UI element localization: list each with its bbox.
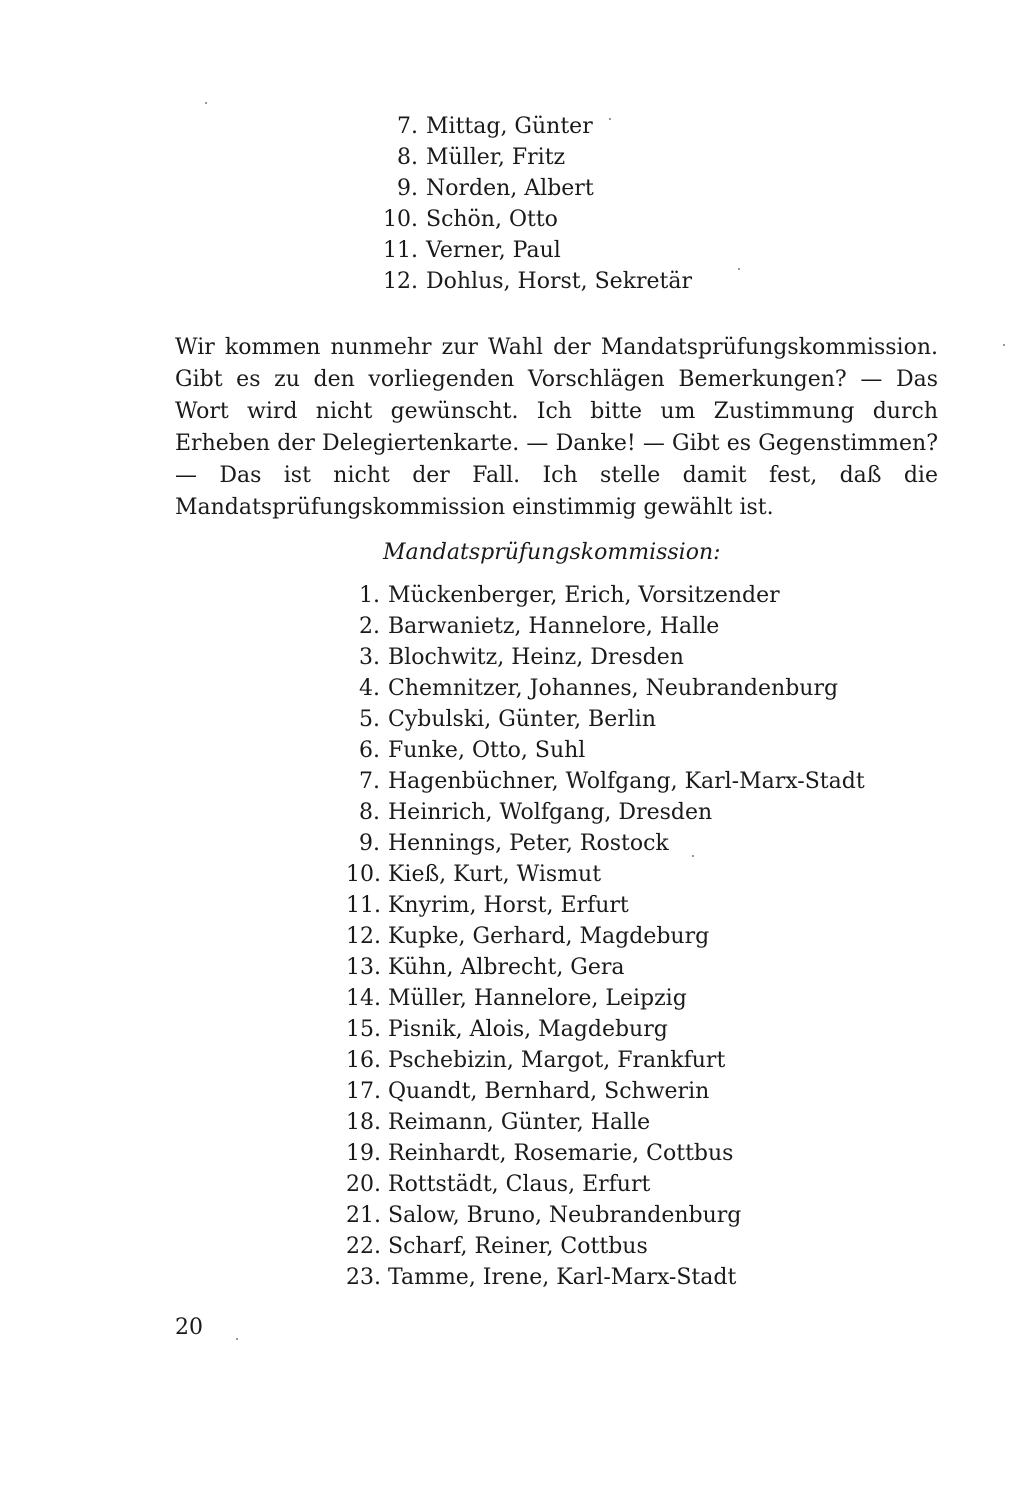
- list-item: 19. Reinhardt, Rosemarie, Cottbus: [346, 1141, 734, 1166]
- list-item: 3. Blochwitz, Heinz, Dresden: [359, 645, 684, 670]
- list-item: 21. Salow, Bruno, Neubrandenburg: [346, 1203, 742, 1228]
- scan-speck: [692, 855, 694, 857]
- list-item: 4. Chemnitzer, Johannes, Neubrandenburg: [359, 676, 839, 701]
- list-item: 5. Cybulski, Günter, Berlin: [359, 707, 656, 732]
- scan-speck: [609, 118, 611, 120]
- list-item: 16. Pschebizin, Margot, Frankfurt: [346, 1048, 726, 1073]
- list-item: 12. Dohlus, Horst, Sekretär: [383, 269, 693, 294]
- list-item: 10. Schön, Otto: [383, 207, 558, 232]
- list-item: 17. Quandt, Bernhard, Schwerin: [346, 1079, 710, 1104]
- list-item: 14. Müller, Hannelore, Leipzig: [346, 986, 687, 1011]
- list-item: 8. Heinrich, Wolfgang, Dresden: [359, 800, 713, 825]
- list-item: 15. Pisnik, Alois, Magdeburg: [346, 1017, 668, 1042]
- scan-speck: [738, 268, 740, 270]
- list-item: 18. Reimann, Günter, Halle: [346, 1110, 651, 1135]
- list-item: 11. Knyrim, Horst, Erfurt: [346, 893, 629, 918]
- list-item: 1. Mückenberger, Erich, Vorsitzender: [359, 583, 780, 608]
- list-item: 10. Kieß, Kurt, Wismut: [346, 862, 602, 887]
- list-item: 7. Mittag, Günter: [397, 114, 593, 139]
- list-item: 9. Norden, Albert: [397, 176, 594, 201]
- presidium-member-list: [381, 111, 692, 297]
- page-number: 20: [175, 1315, 203, 1340]
- commission-member-list: [346, 580, 865, 1293]
- list-item: 9. Hennings, Peter, Rostock: [359, 831, 669, 856]
- commission-heading: Mandatsprüfungskommission:: [383, 540, 721, 565]
- list-item: 12. Kupke, Gerhard, Magdeburg: [346, 924, 710, 949]
- scan-speck: [1003, 344, 1005, 346]
- list-item: 2. Barwanietz, Hannelore, Halle: [359, 614, 720, 639]
- list-item: 22. Scharf, Reiner, Cottbus: [346, 1234, 648, 1259]
- body-paragraph: Wir kommen nunmehr zur Wahl der Mandatsprüfungskommission. Gibt es zu den vorliegenden Vorschlägen Bemerkungen? — Das Wort wird nicht gewünscht. Ich bitte um Zustimmung durch Erheben der Delegiertenkarte. — Danke! — Gibt es Gegenstimmen? — Das ist nicht der Fall. Ich stelle damit fest, daß die Mandatsprüfungskommission einstimmig gewählt ist.: [175, 335, 938, 520]
- scan-speck: [205, 102, 207, 104]
- list-item: 23. Tamme, Irene, Karl-Marx-Stadt: [346, 1265, 737, 1290]
- scan-speck: [236, 1338, 238, 1340]
- list-item: 13. Kühn, Albrecht, Gera: [346, 955, 625, 980]
- list-item: 6. Funke, Otto, Suhl: [359, 738, 586, 763]
- list-item: 7. Hagenbüchner, Wolfgang, Karl-Marx-Stadt: [359, 769, 865, 794]
- list-item: 11. Verner, Paul: [383, 238, 561, 263]
- list-item: 8. Müller, Fritz: [397, 145, 566, 170]
- list-item: 20. Rottstädt, Claus, Erfurt: [346, 1172, 651, 1197]
